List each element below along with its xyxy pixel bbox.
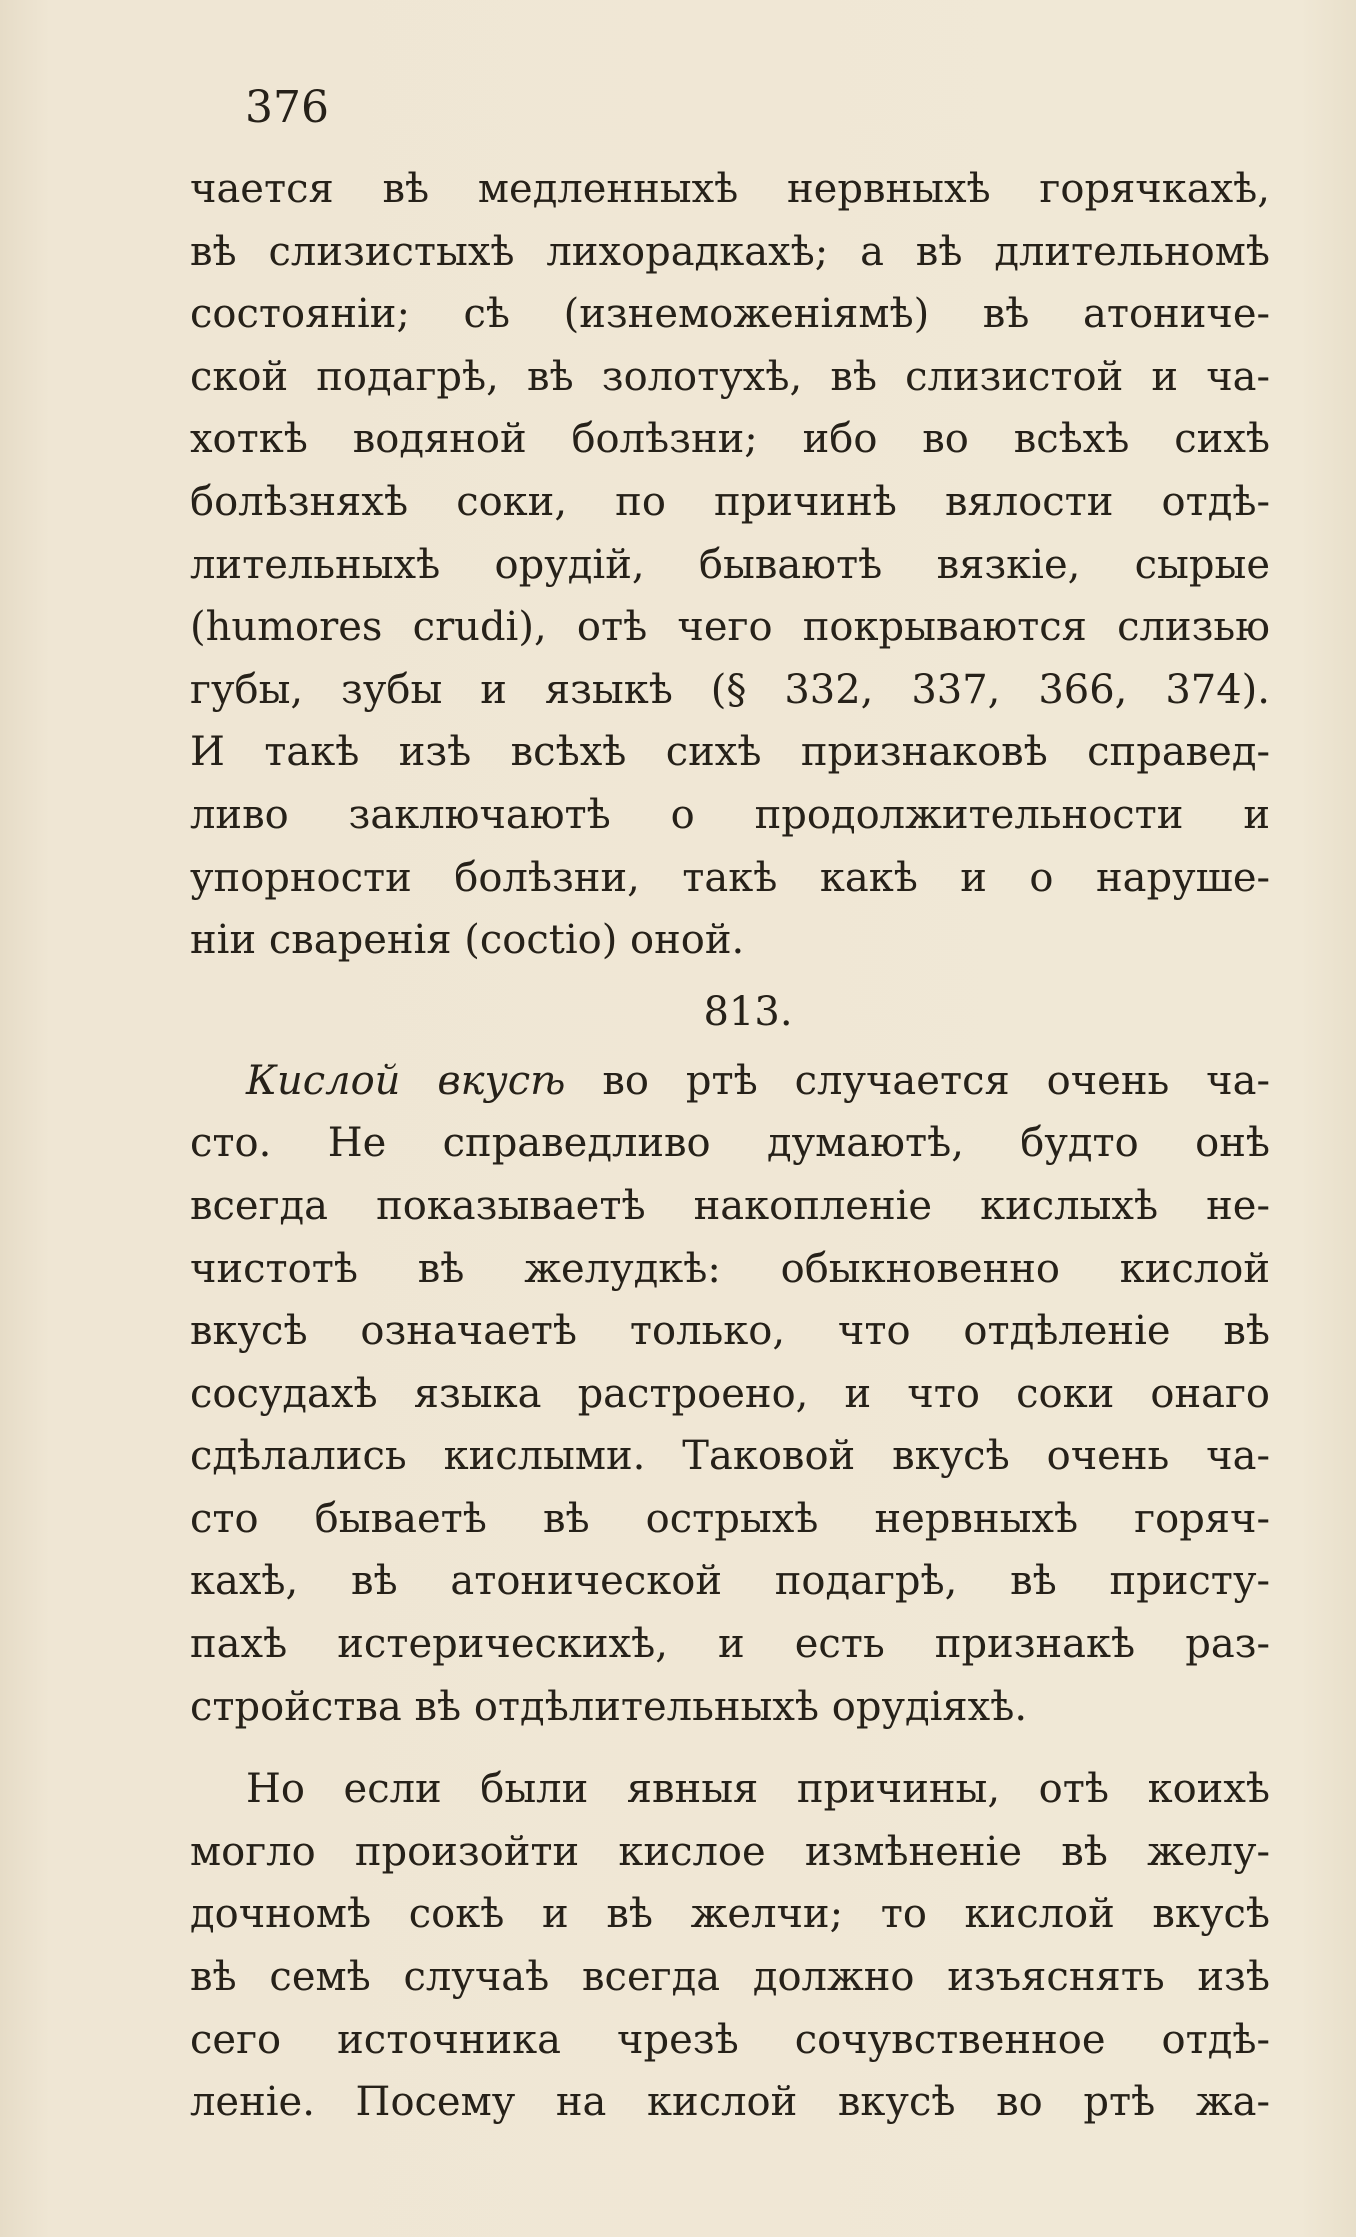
page-number: 376 (245, 82, 329, 133)
text-line: губы, зубы и языкѣ (§ 332, 337, 366, 374). (190, 666, 1270, 713)
text-line: вѣ семѣ случаѣ всегда должно изъяснять изѣ (190, 1954, 1270, 2001)
text-block (190, 158, 1270, 2134)
text-line: ской подагрѣ, вѣ золотухѣ, вѣ слизистой и ча- (190, 353, 1270, 400)
text-line: кахѣ, вѣ атонической подагрѣ, вѣ присту- (190, 1558, 1270, 1605)
text-line: болѣзняхѣ соки, по причинѣ вялости отдѣ- (190, 478, 1270, 525)
text-line: сто бываетѣ вѣ острыхѣ нервныхѣ горяч- (190, 1495, 1270, 1542)
text-line-rest: во ртѣ случается очень ча- (565, 1057, 1270, 1104)
text-line: стройства вѣ отдѣлительныхѣ орудіяхѣ. (190, 1683, 1028, 1730)
text-line: вѣ слизистыхѣ лихорадкахѣ; а вѣ длительномѣ (190, 228, 1270, 275)
text-line: могло произойти кислое измѣненіе вѣ желу- (190, 1828, 1270, 1875)
section-number: 813. (703, 988, 793, 1035)
text-line: леніе. Посему на кислой вкусѣ во ртѣ жа- (190, 2079, 1270, 2126)
paragraph-1 (190, 158, 1270, 972)
text-line: всегда показываетѣ накопленіе кислыхѣ не- (190, 1182, 1270, 1229)
text-line: чистотѣ вѣ желудкѣ: обыкновенно кислой (190, 1245, 1270, 1292)
text-line: чается вѣ медленныхѣ нервныхѣ горячкахѣ, (190, 166, 1270, 212)
text-line: вкусѣ означаетѣ только, что отдѣленіе вѣ (190, 1308, 1270, 1355)
text-line: сосудахѣ языка растроено, и что соки онаго (190, 1370, 1270, 1417)
text-line: хоткѣ водяной болѣзни; ибо во всѣхѣ сихѣ (190, 416, 1270, 463)
text-line: ніи сваренія (coctio) оной. (190, 917, 745, 964)
paragraph-gap (190, 1738, 1270, 1758)
text-line: сего источника чрезѣ сочувственное отдѣ- (190, 2016, 1270, 2063)
text-line: И такѣ изѣ всѣхѣ сихѣ признаковѣ справед- (190, 729, 1270, 776)
text-line: лительныхѣ орудій, бываютѣ вязкіе, сырые (190, 541, 1270, 588)
text-line: упорности болѣзни, такѣ какѣ и о наруше- (190, 854, 1270, 901)
text-line: сдѣлались кислыми. Таковой вкусѣ очень ча- (190, 1433, 1270, 1480)
text-line: Но если были явныя причины, отѣ коихѣ (246, 1766, 1270, 1813)
text-line: сто. Не справедливо думаютѣ, будто онѣ (190, 1120, 1270, 1167)
paragraph-3 (190, 1758, 1270, 2134)
paragraph-2 (190, 1050, 1270, 1739)
text-line: состояніи; сѣ (изнеможеніямѣ) вѣ атониче- (190, 291, 1270, 338)
text-line: (humores crudi), отѣ чего покрываются слизью (190, 604, 1270, 651)
text-line: ливо заключаютѣ о продолжительности и (190, 791, 1270, 838)
text-line: дочномѣ сокѣ и вѣ желчи; то кислой вкусѣ (190, 1891, 1270, 1938)
text-line: пахѣ истерическихѣ, и есть признакѣ раз- (190, 1621, 1270, 1668)
emphasized-term: Кислой вкусѣ (246, 1057, 566, 1104)
text-line (190, 1050, 1270, 1113)
